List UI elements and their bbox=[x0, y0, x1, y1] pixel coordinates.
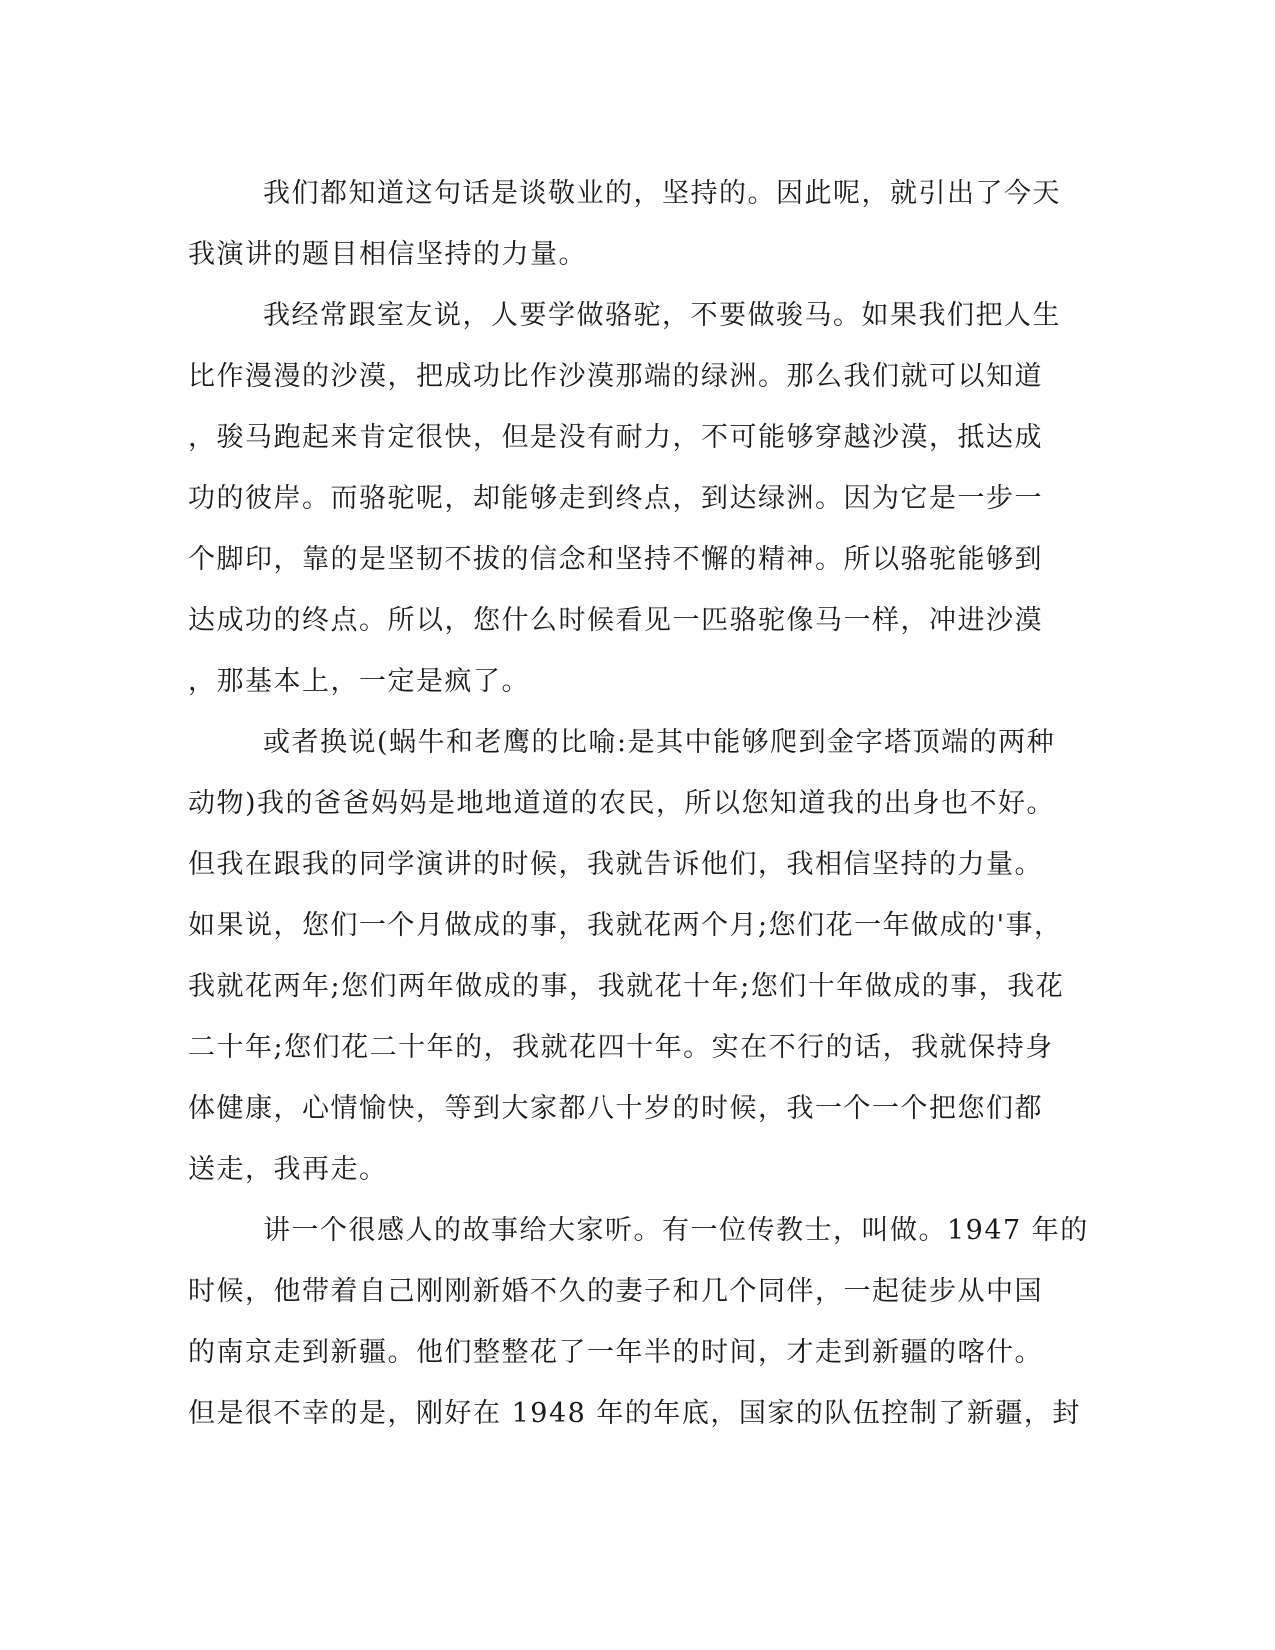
paragraph-line: 我经常跟室友说，人要学做骆驼，不要做骏马。如果我们把人生 bbox=[263, 300, 1061, 331]
paragraph-line: 我就花两年;您们两年做成的事，我就花十年;您们十年做成的事，我花 bbox=[188, 971, 1065, 1002]
paragraph-line: 的南京走到新疆。他们整整花了一年半的时间，才走到新疆的喀什。 bbox=[188, 1337, 1043, 1368]
paragraph-line: 时候，他带着自己刚刚新婚不久的妻子和几个同伴，一起徒步从中国 bbox=[188, 1276, 1043, 1307]
paragraph-line: 二十年;您们花二十年的，我就花四十年。实在不行的话，我就保持身 bbox=[188, 1032, 1054, 1063]
paragraph-line: 但是很不幸的是，刚好在 1948 年的年底，国家的队伍控制了新疆，封 bbox=[188, 1398, 1081, 1429]
paragraph-line: 功的彼岸。而骆驼呢，却能够走到终点，到达绿洲。因为它是一步一 bbox=[188, 483, 1043, 514]
paragraph-line: 达成功的终点。所以，您什么时候看见一匹骆驼像马一样，冲进沙漠 bbox=[188, 605, 1043, 636]
paragraph-line: 我们都知道这句话是谈敬业的，坚持的。因此呢，就引出了今天 bbox=[263, 178, 1061, 209]
paragraph-line: 体健康，心情愉快，等到大家都八十岁的时候，我一个一个把您们都 bbox=[188, 1093, 1043, 1124]
paragraph-line: 如果说，您们一个月做成的事，我就花两个月;您们花一年做成的'事， bbox=[188, 910, 1063, 941]
paragraph-line: 比作漫漫的沙漠，把成功比作沙漠那端的绿洲。那么我们就可以知道 bbox=[188, 361, 1043, 392]
paragraph-line: 送走，我再走。 bbox=[188, 1154, 388, 1185]
paragraph-line: 动物)我的爸爸妈妈是地地道道的农民，所以您知道我的出身也不好。 bbox=[188, 788, 1056, 819]
paragraph-line: 个脚印，靠的是坚韧不拔的信念和坚持不懈的精神。所以骆驼能够到 bbox=[188, 544, 1043, 575]
body-text bbox=[188, 163, 1089, 1444]
paragraph-line: ，那基本上，一定是疯了。 bbox=[188, 666, 530, 697]
paragraph-line: 但我在跟我的同学演讲的时候，我就告诉他们，我相信坚持的力量。 bbox=[188, 849, 1043, 880]
paragraph-2 bbox=[188, 285, 1068, 712]
paragraph-line: 或者换说(蜗牛和老鹰的比喻:是其中能够爬到金字塔顶端的两种 bbox=[263, 727, 1056, 758]
paragraph-line: ，骏马跑起来肯定很快，但是没有耐力，不可能够穿越沙漠，抵达成 bbox=[188, 422, 1043, 453]
paragraph-line: 讲一个很感人的故事给大家听。有一位传教士，叫做。1947 年的 bbox=[263, 1215, 1089, 1246]
paragraph-1 bbox=[188, 163, 1068, 285]
paragraph-line: 我演讲的题目相信坚持的力量。 bbox=[188, 239, 587, 270]
paragraph-3 bbox=[188, 712, 1068, 1200]
paragraph-4 bbox=[188, 1200, 1089, 1444]
